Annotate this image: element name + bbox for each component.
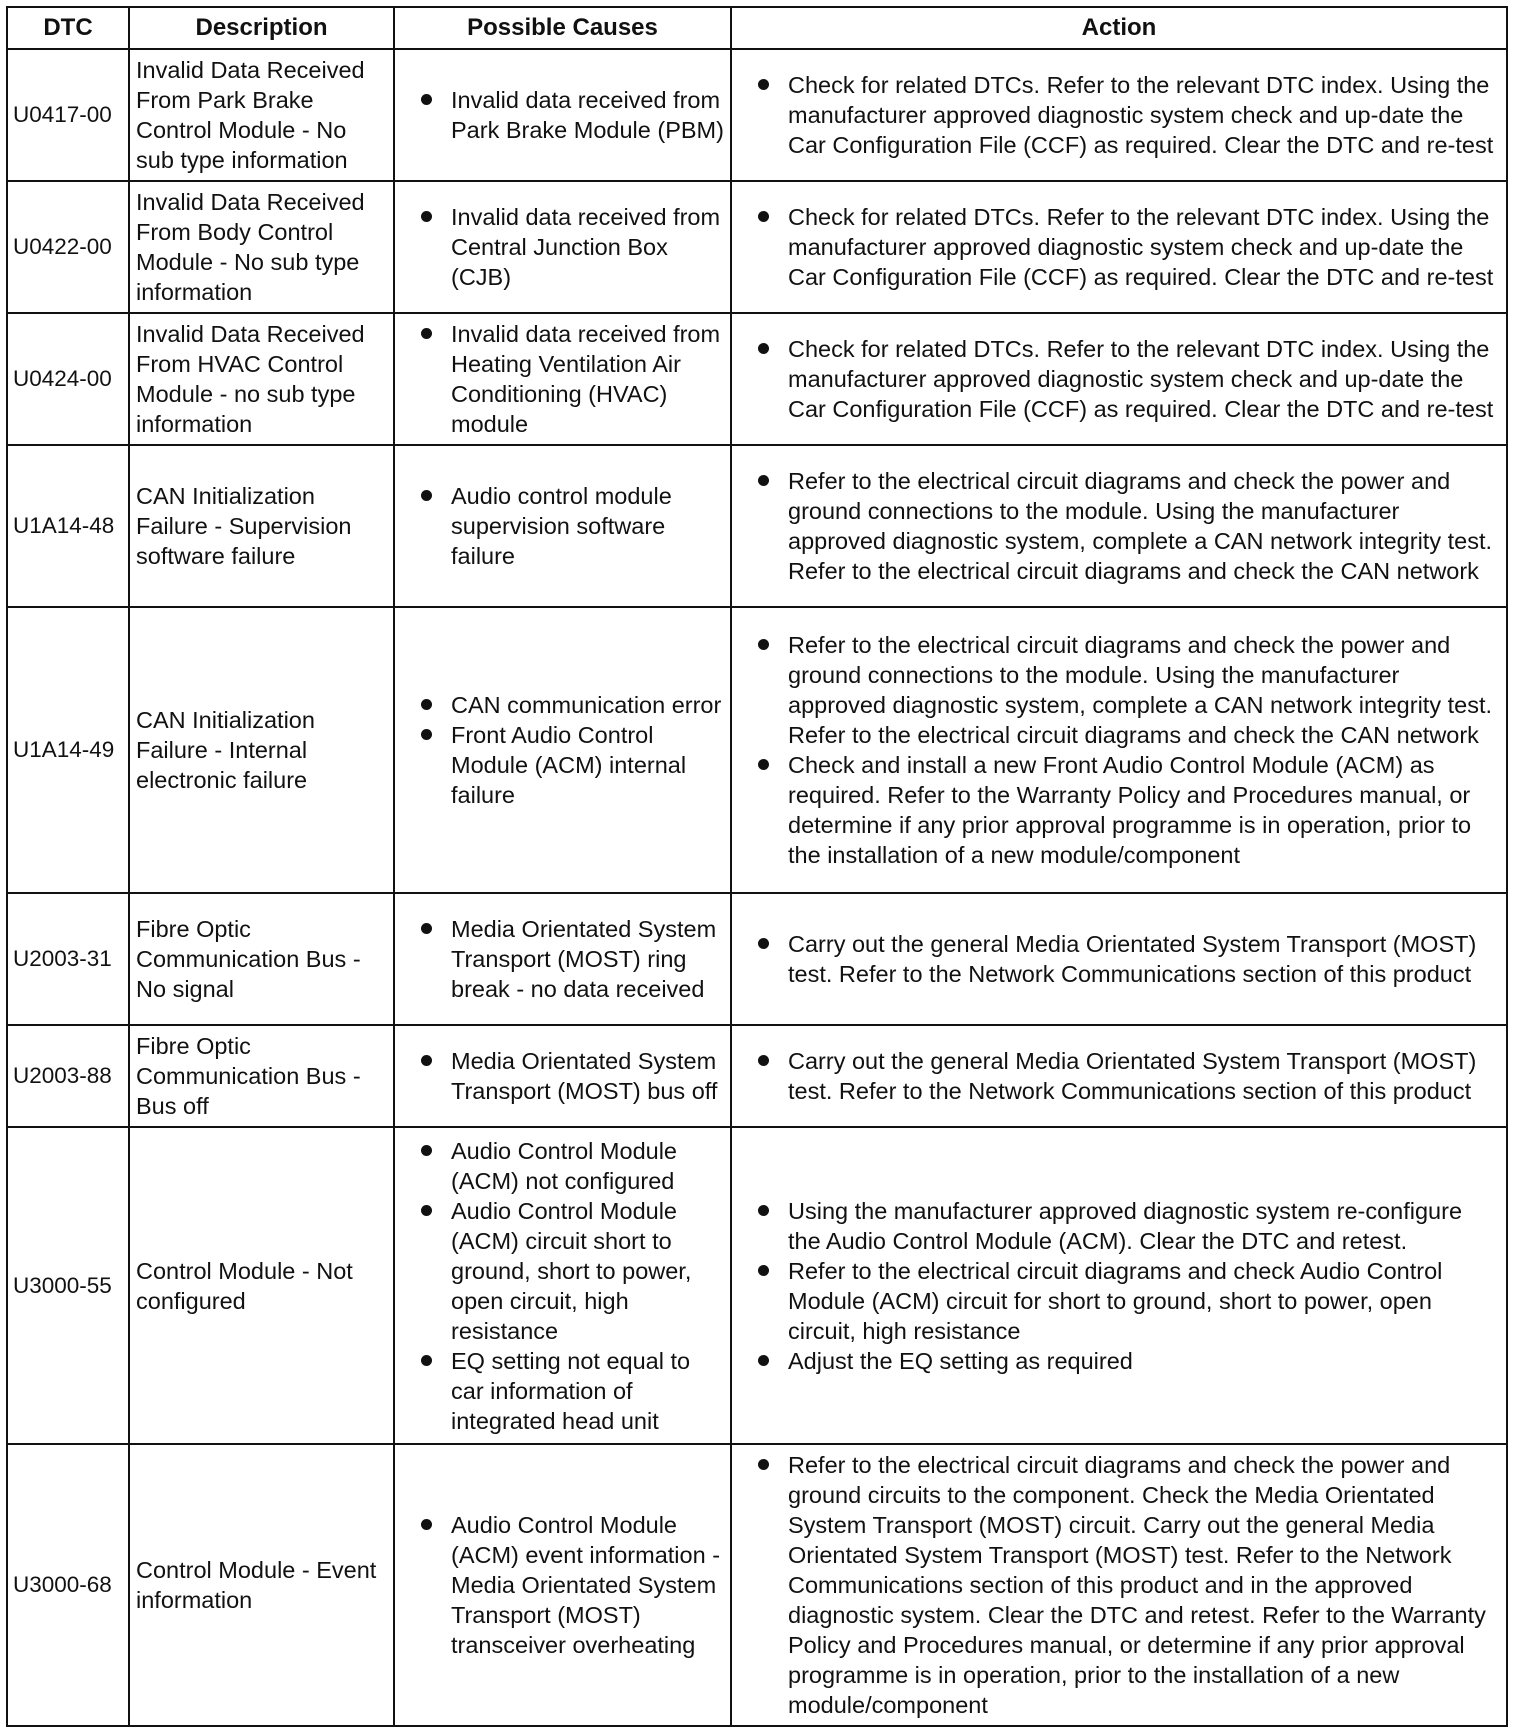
- cause-item: [399, 914, 726, 1004]
- bullet-icon: [421, 923, 432, 934]
- cause-item: [399, 720, 726, 810]
- bullet-icon: [421, 1355, 432, 1366]
- dtc-code: U1A14-49: [7, 607, 129, 893]
- action-item: [736, 1450, 1500, 1720]
- dtc-description: Invalid Data Received From Body Control Module - No sub type information: [129, 181, 394, 313]
- cause-item-text: Audio Control Module (ACM) not configured: [451, 1137, 677, 1194]
- header-possible-causes: Possible Causes: [394, 7, 731, 49]
- cause-item-text: Media Orientated System Transport (MOST) ring break - no data received: [451, 916, 717, 1002]
- action-item-text: Check for related DTCs. Refer to the relevant DTC index. Using the manufacturer approved diagnostic system check and up-date the Car Configuration File (CCF) as required. Clear the DTC and re-test: [788, 336, 1494, 422]
- action-item-text: Using the manufacturer approved diagnostic system re-configure the Audio Control Module (ACM). Clear the DTC and retest.: [788, 1197, 1463, 1254]
- possible-causes-cell: [394, 1025, 731, 1127]
- bullet-icon: [758, 1205, 769, 1216]
- cause-item: [399, 1046, 726, 1106]
- bullet-icon: [421, 729, 432, 740]
- dtc-description: Fibre Optic Communication Bus - No signal: [129, 893, 394, 1025]
- bullet-icon: [758, 759, 769, 770]
- table-row: [7, 607, 1507, 893]
- possible-causes-cell: [394, 1444, 731, 1726]
- bullet-icon: [421, 328, 432, 339]
- action-item-text: Carry out the general Media Orientated System Transport (MOST) test. Refer to the Network Communications section of this product: [788, 1048, 1477, 1104]
- table-row: [7, 313, 1507, 445]
- possible-causes-cell: [394, 49, 731, 181]
- cause-item-text: Front Audio Control Module (ACM) internal failure: [451, 722, 687, 808]
- bullet-icon: [421, 94, 432, 105]
- bullet-icon: [758, 938, 769, 949]
- possible-causes-cell: [394, 313, 731, 445]
- cause-item-text: Audio Control Module (ACM) circuit short to ground, short to power, open circuit, high resistance: [451, 1197, 692, 1344]
- bullet-icon: [758, 1459, 769, 1470]
- action-item: [736, 202, 1500, 292]
- bullet-icon: [421, 1519, 432, 1530]
- dtc-description: Control Module - Not configured: [129, 1127, 394, 1444]
- possible-causes-cell: [394, 607, 731, 893]
- dtc-code: U2003-88: [7, 1025, 129, 1127]
- bullet-icon: [758, 79, 769, 90]
- dtc-description: Fibre Optic Communication Bus - Bus off: [129, 1025, 394, 1127]
- bullet-icon: [421, 699, 432, 710]
- bullet-icon: [758, 475, 769, 486]
- dtc-code: U2003-31: [7, 893, 129, 1025]
- cause-item: [399, 202, 726, 292]
- cause-item: [399, 85, 726, 145]
- table-row: [7, 1444, 1507, 1726]
- cause-item-text: Audio Control Module (ACM) event information - Media Orientated System Transport (MOST) transceiver overheating: [451, 1512, 721, 1658]
- bullet-icon: [758, 343, 769, 354]
- cause-item-text: Invalid data received from Park Brake Module (PBM): [451, 87, 724, 143]
- possible-causes-cell: [394, 1127, 731, 1444]
- bullet-icon: [421, 1055, 432, 1066]
- action-cell: [731, 1127, 1507, 1444]
- action-item-text: Refer to the electrical circuit diagrams and check the power and ground connections to the module. Using the manufacturer approved diagnostic system, complete a CAN network integrity test. Refer to the electrical circuit diagrams and check the CAN network: [788, 632, 1493, 748]
- action-item-text: Check and install a new Front Audio Control Module (ACM) as required. Refer to the Warranty Policy and Procedures manual, or determine if any prior approval programme is in operation, prior to the installation of a new module/component: [788, 752, 1472, 868]
- cause-item: [399, 481, 726, 571]
- dtc-code: U3000-55: [7, 1127, 129, 1444]
- action-item: [736, 1196, 1500, 1256]
- header-action: Action: [731, 7, 1507, 49]
- dtc-description: CAN Initialization Failure - Internal electronic failure: [129, 607, 394, 893]
- cause-item-text: EQ setting not equal to car information of integrated head unit: [451, 1347, 691, 1434]
- cause-item-text: CAN communication error: [451, 692, 722, 718]
- dtc-code: U1A14-48: [7, 445, 129, 607]
- possible-causes-cell: [394, 445, 731, 607]
- header-row: [7, 7, 1507, 49]
- action-item: [736, 1046, 1500, 1106]
- table-row: [7, 49, 1507, 181]
- action-item: [736, 750, 1500, 870]
- cause-item: [399, 690, 726, 720]
- bullet-icon: [421, 490, 432, 501]
- bullet-icon: [421, 211, 432, 222]
- dtc-description: Invalid Data Received From HVAC Control Module - no sub type information: [129, 313, 394, 445]
- action-cell: [731, 445, 1507, 607]
- dtc-code: U0422-00: [7, 181, 129, 313]
- header-dtc: DTC: [7, 7, 129, 49]
- action-item: [736, 70, 1500, 160]
- action-item: [736, 466, 1500, 586]
- action-item: [736, 630, 1500, 750]
- action-cell: [731, 893, 1507, 1025]
- action-item: [736, 929, 1500, 989]
- action-item: [736, 1346, 1500, 1376]
- action-cell: [731, 181, 1507, 313]
- action-cell: [731, 607, 1507, 893]
- action-item: [736, 1256, 1500, 1346]
- action-item-text: Carry out the general Media Orientated System Transport (MOST) test. Refer to the Network Communications section of this product: [788, 931, 1477, 987]
- bullet-icon: [758, 1055, 769, 1066]
- cause-item: [399, 1510, 726, 1660]
- action-item-text: Refer to the electrical circuit diagrams and check Audio Control Module (ACM) circuit for short to ground, short to power, open circuit, high resistance: [788, 1257, 1443, 1344]
- dtc-code: U3000-68: [7, 1444, 129, 1726]
- bullet-icon: [758, 211, 769, 222]
- cause-item: [399, 1136, 726, 1196]
- dtc-table: [6, 6, 1508, 1727]
- cause-item-text: Invalid data received from Central Junction Box (CJB): [451, 204, 721, 290]
- action-cell: [731, 1444, 1507, 1726]
- cause-item: [399, 1346, 726, 1436]
- dtc-description: Control Module - Event information: [129, 1444, 394, 1726]
- possible-causes-cell: [394, 893, 731, 1025]
- bullet-icon: [758, 1265, 769, 1276]
- table-row: [7, 445, 1507, 607]
- action-cell: [731, 49, 1507, 181]
- cause-item-text: Media Orientated System Transport (MOST) bus off: [451, 1048, 718, 1104]
- cause-item-text: Audio control module supervision software failure: [451, 483, 672, 569]
- table-row: [7, 893, 1507, 1025]
- dtc-description: CAN Initialization Failure - Supervision software failure: [129, 445, 394, 607]
- action-item-text: Adjust the EQ setting as required: [788, 1347, 1133, 1374]
- action-cell: [731, 313, 1507, 445]
- bullet-icon: [421, 1205, 432, 1216]
- possible-causes-cell: [394, 181, 731, 313]
- dtc-code: U0417-00: [7, 49, 129, 181]
- action-item: [736, 334, 1500, 424]
- table-row: [7, 1025, 1507, 1127]
- action-item-text: Refer to the electrical circuit diagrams and check the power and ground connections to the module. Using the manufacturer approved diagnostic system, complete a CAN network integrity test. Refer to the electrical circuit diagrams and check the CAN network: [788, 468, 1493, 584]
- table-row: [7, 181, 1507, 313]
- table-row: [7, 1127, 1507, 1444]
- bullet-icon: [758, 639, 769, 650]
- action-cell: [731, 1025, 1507, 1127]
- bullet-icon: [421, 1145, 432, 1156]
- cause-item: [399, 319, 726, 439]
- action-item-text: Check for related DTCs. Refer to the relevant DTC index. Using the manufacturer approved diagnostic system check and up-date the Car Configuration File (CCF) as required. Clear the DTC and re-test: [788, 204, 1494, 290]
- cause-item: [399, 1196, 726, 1346]
- bullet-icon: [758, 1355, 769, 1366]
- action-item-text: Check for related DTCs. Refer to the relevant DTC index. Using the manufacturer approved diagnostic system check and up-date the Car Configuration File (CCF) as required. Clear the DTC and re-test: [788, 72, 1494, 158]
- action-item-text: Refer to the electrical circuit diagrams and check the power and ground circuits to the component. Check the Media Orientated System Transport (MOST) circuit. Carry out the general Media Orientated System Transport (MOST) test. Refer to the Network Communications section of this product and in the approved diagnostic system. Clear the DTC and retest. Refer to the Warranty Policy and Procedures manual, or determine if any prior approval programme is in operation, prior to the installation of a new module/component: [788, 1452, 1486, 1718]
- header-description: Description: [129, 7, 394, 49]
- cause-item-text: Invalid data received from Heating Ventilation Air Conditioning (HVAC) module: [451, 321, 721, 437]
- dtc-code: U0424-00: [7, 313, 129, 445]
- dtc-description: Invalid Data Received From Park Brake Control Module - No sub type information: [129, 49, 394, 181]
